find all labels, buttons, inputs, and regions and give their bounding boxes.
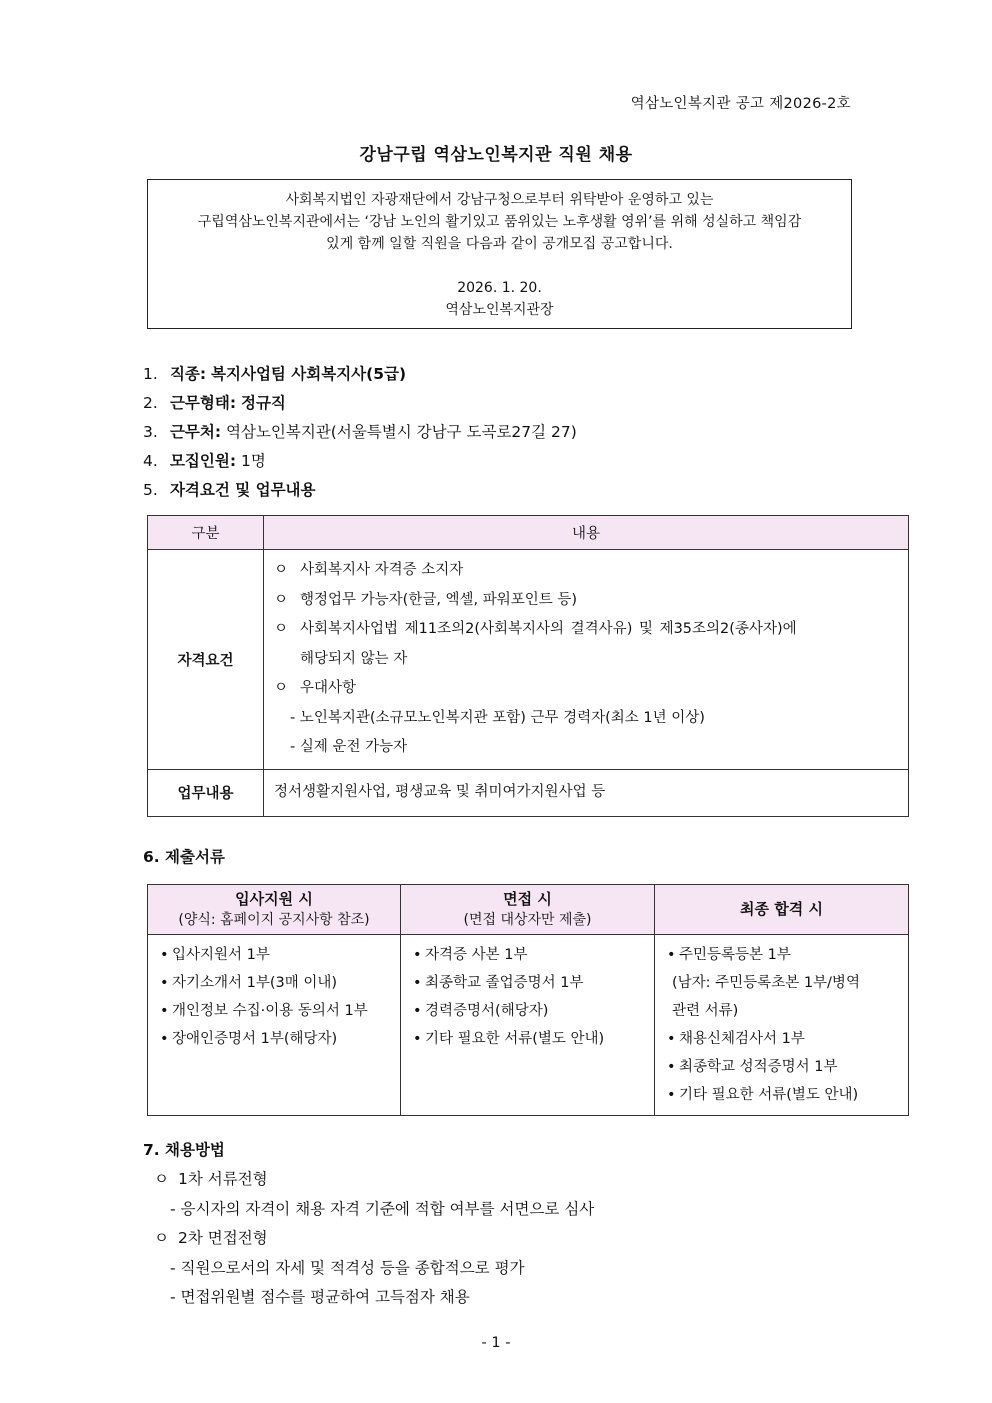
list-item xyxy=(160,969,394,997)
documents-table xyxy=(147,884,909,1116)
section-number: 7. xyxy=(143,1141,160,1159)
document-title: 강남구립 역삼노인복지관 직원 채용 xyxy=(359,145,633,165)
item-label: 근무처: xyxy=(169,423,222,441)
bullet-mark: ㅇ xyxy=(154,1170,169,1188)
bullet: • xyxy=(160,947,169,963)
list-item xyxy=(274,586,900,616)
item-workplace xyxy=(143,418,577,447)
stage-detail-text: 면접위원별 점수를 평균하여 고득점자 채용 xyxy=(180,1288,470,1306)
bullet: • xyxy=(160,975,169,991)
item-label: 근무형태: xyxy=(169,394,237,412)
section-documents-heading xyxy=(143,845,225,867)
list-item xyxy=(667,1081,902,1109)
list-item-text: 채용신체검사서 1부 xyxy=(679,1031,805,1047)
list-item-text: 행정업무 가능자(한글, 엑셀, 파워포인트 등) xyxy=(300,591,578,608)
sub-item-text: 실제 운전 가능자 xyxy=(299,739,408,755)
stage-name: 2차 면접전형 xyxy=(178,1229,268,1247)
bullet-mark: ㅇ xyxy=(274,621,289,637)
stage-detail-text: 응시자의 자격이 채용 자격 기준에 적합 여부를 서면으로 심사 xyxy=(180,1199,595,1218)
qualification-content xyxy=(264,550,909,770)
page-number: - 1 - xyxy=(481,1335,511,1351)
bullet-mark: ㅇ xyxy=(274,591,289,608)
dash-mark: - xyxy=(290,709,296,726)
duty-label: 업무내용 xyxy=(148,769,264,816)
stage-detail-text: 직원으로서의 자세 및 적격성 등을 종합적으로 평가 xyxy=(180,1258,525,1277)
sub-item-text: 노인복지관(소규모노인복지관 포함) 근무 경력자(최소 1년 이상) xyxy=(299,709,705,726)
list-item xyxy=(160,997,394,1025)
intro-signer: 역삼노인복지관장 xyxy=(445,302,554,318)
item-value: 1명 xyxy=(240,452,266,470)
list-item-text: 사회복지사 자격증 소지자 xyxy=(300,562,464,578)
stage-detail xyxy=(143,1254,594,1284)
list-item xyxy=(274,556,900,586)
stage-name: 1차 서류전형 xyxy=(178,1170,268,1188)
stage-item xyxy=(143,1165,594,1195)
item-number: 5. xyxy=(143,481,158,499)
item-headcount xyxy=(143,447,577,476)
stage-item xyxy=(143,1224,594,1254)
list-item xyxy=(274,615,900,645)
interview-documents xyxy=(401,935,655,1116)
bullet-mark: ㅇ xyxy=(154,1229,169,1247)
column-subtitle: (양식: 홈페이지 공지사항 참조) xyxy=(178,911,370,928)
qualification-label: 자격요건 xyxy=(148,550,264,770)
item-number: 2. xyxy=(143,394,158,412)
item-label: 직종: xyxy=(169,365,207,383)
list-item xyxy=(413,969,648,997)
dash-mark: - xyxy=(170,1258,176,1277)
list-item xyxy=(160,941,394,969)
bullet-mark: ㅇ xyxy=(274,562,289,578)
item-number: 3. xyxy=(143,423,158,441)
list-item-text: 최종학교 성적증명서 1부 xyxy=(679,1059,838,1075)
section-title: 제출서류 xyxy=(165,848,225,866)
item-number: 1. xyxy=(143,365,158,383)
table-header-category: 구분 xyxy=(148,516,264,550)
list-item xyxy=(274,674,900,704)
stage-detail xyxy=(143,1195,594,1225)
list-item-note: 관련 서류) xyxy=(672,1003,739,1019)
list-item-text: 경력증명서(해당자) xyxy=(425,1003,549,1019)
bullet: • xyxy=(413,1031,422,1047)
final-documents xyxy=(655,935,909,1116)
list-item xyxy=(667,941,902,969)
list-item-text: 사회복지사업법 제11조의2(사회복지사의 결격사유) 및 제35조의2(종사자)에 xyxy=(300,621,797,637)
list-item xyxy=(413,997,648,1025)
duty-content: 정서생활지원사업, 평생교육 및 취미여가지원사업 등 xyxy=(264,769,909,816)
section-title: 채용방법 xyxy=(165,1141,225,1159)
list-item xyxy=(160,1025,394,1053)
list-item-text: 장애인증명서 1부(해당자) xyxy=(172,1031,338,1047)
list-item-continuation: 해당되지 않는 자 xyxy=(300,650,408,667)
qualification-table xyxy=(147,515,909,817)
list-item-text: 개인정보 수집·이용 동의서 1부 xyxy=(172,1003,368,1019)
list-item-text: 기타 필요한 서류(별도 안내) xyxy=(425,1031,605,1047)
item-value: 복지사업팀 사회복지사(5급) xyxy=(211,365,407,383)
section-number: 6. xyxy=(143,848,160,866)
intro-line: 사회복지법인 자광재단에서 강남구청으로부터 위탁받아 운영하고 있는 xyxy=(285,192,714,208)
list-item-text: 기타 필요한 서류(별도 안내) xyxy=(679,1087,859,1103)
dash-mark: - xyxy=(170,1199,176,1218)
list-item xyxy=(667,1025,902,1053)
job-items xyxy=(143,360,577,505)
bullet: • xyxy=(413,975,422,991)
bullet: • xyxy=(667,947,676,963)
list-item xyxy=(413,1025,648,1053)
item-number: 4. xyxy=(143,452,158,470)
list-item-text: 주민등록등본 1부 xyxy=(679,947,791,963)
bullet-mark: ㅇ xyxy=(274,680,289,696)
list-item-text: 입사지원서 1부 xyxy=(172,947,270,963)
intro-date: 2026. 1. 20. xyxy=(457,280,542,296)
list-item-text: 우대사항 xyxy=(300,680,357,696)
column-header-application xyxy=(148,885,401,935)
bullet: • xyxy=(413,1003,422,1019)
dash-mark: - xyxy=(170,1288,176,1306)
list-item-text: 최종학교 졸업증명서 1부 xyxy=(425,975,584,991)
stage-detail xyxy=(143,1283,594,1313)
bullet: • xyxy=(667,1031,676,1047)
intro-box xyxy=(147,179,852,329)
column-title: 최종 합격 시 xyxy=(740,900,823,918)
column-header-interview xyxy=(401,885,655,935)
application-documents xyxy=(148,935,401,1116)
column-subtitle: (면접 대상자만 제출) xyxy=(463,911,592,928)
list-item xyxy=(413,941,648,969)
column-header-final xyxy=(655,885,909,935)
sub-item xyxy=(274,733,900,763)
item-job-type xyxy=(143,360,577,389)
list-item-text: 자격증 사본 1부 xyxy=(425,947,528,963)
item-label: 자격요건 및 업무내용 xyxy=(169,481,316,499)
item-value: 정규직 xyxy=(240,394,286,412)
bullet: • xyxy=(160,1031,169,1047)
section-selection-method xyxy=(143,1136,594,1313)
column-title: 면접 시 xyxy=(503,889,552,908)
section-heading xyxy=(143,1136,594,1165)
item-employment-type xyxy=(143,389,577,418)
intro-line: 구립역삼노인복지관에서는 ‘강남 노인의 활기있고 품위있는 노후생활 영위’를 위해 성실하고 책임감 xyxy=(197,214,802,230)
bullet: • xyxy=(413,947,422,963)
list-item-note: (남자: 주민등록초본 1부/병역 xyxy=(672,975,860,991)
dash-mark: - xyxy=(290,739,296,755)
item-value: 역삼노인복지관(서울특별시 강남구 도곡로27길 27) xyxy=(226,423,577,441)
item-qualifications-heading xyxy=(143,476,577,505)
item-label: 모집인원: xyxy=(169,452,237,470)
bullet: • xyxy=(667,1059,676,1075)
column-title: 입사지원 시 xyxy=(235,889,313,908)
sub-item xyxy=(274,704,900,734)
bullet: • xyxy=(160,1003,169,1019)
list-item xyxy=(667,1053,902,1081)
table-header-content: 내용 xyxy=(264,516,909,550)
intro-line: 있게 함께 일할 직원을 다음과 같이 공개모집 공고합니다. xyxy=(326,236,673,252)
bullet: • xyxy=(667,1087,676,1103)
list-item-text: 자기소개서 1부(3매 이내) xyxy=(172,975,338,991)
notice-number: 역삼노인복지관 공고 제2026-2호 xyxy=(630,96,851,112)
